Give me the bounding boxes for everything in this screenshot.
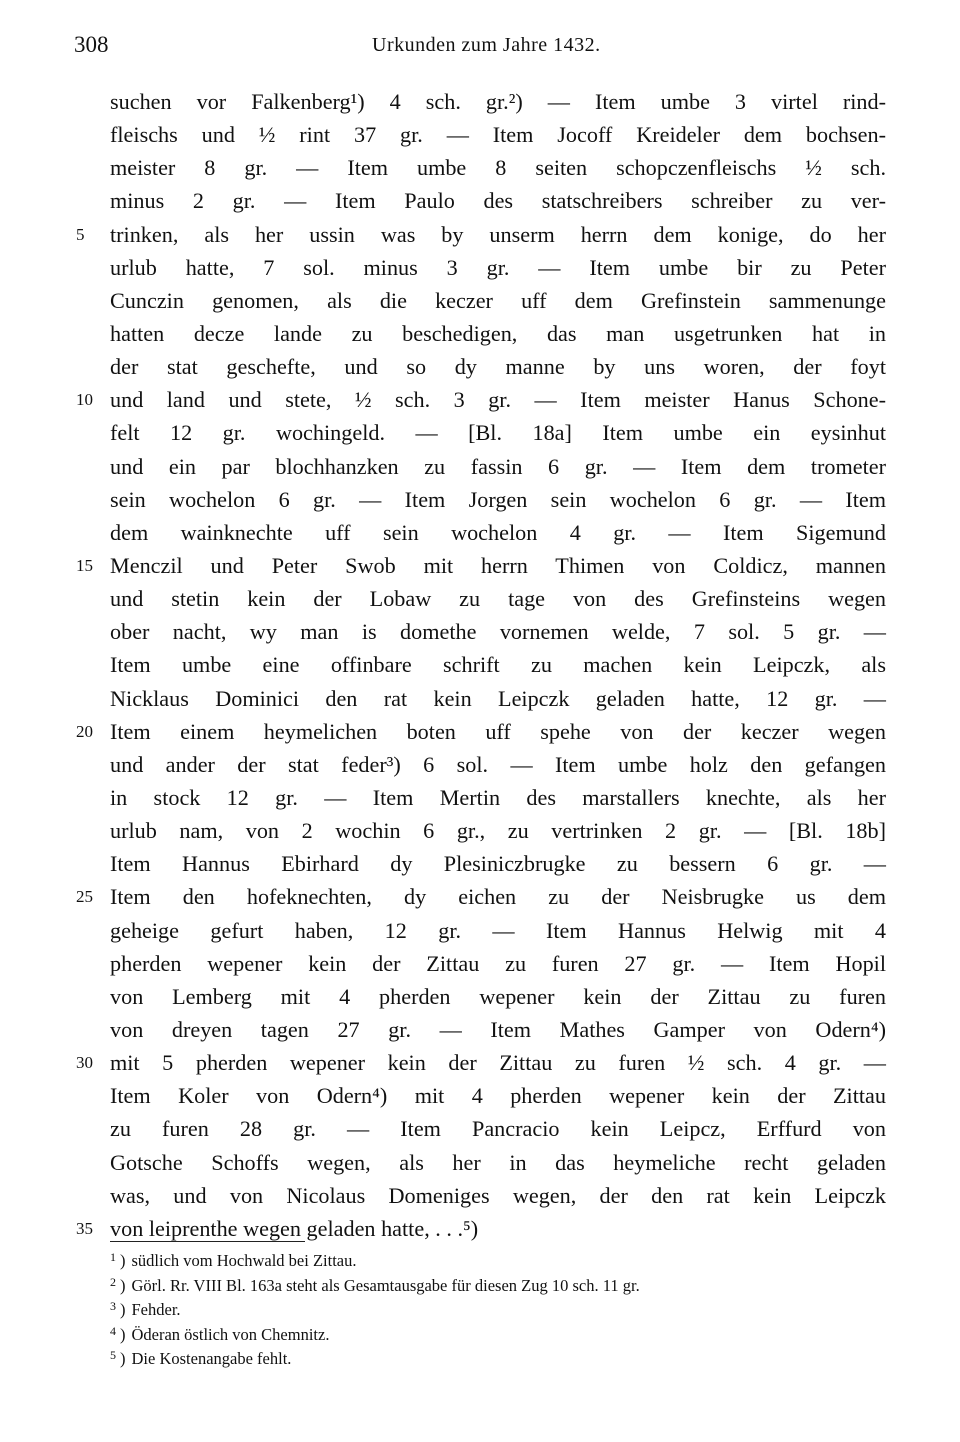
- line-text: und ein par blochhanzken zu fassin 6 gr. — Item dem trometer: [110, 453, 886, 479]
- text-line: [110, 483, 886, 516]
- text-line: [110, 350, 886, 383]
- line-text: Nicklaus Dominici den rat kein Leipczk geladen hatte, 12 gr. —: [110, 685, 886, 711]
- line-number: 25: [76, 887, 93, 907]
- text-line: [110, 284, 886, 317]
- footnote: [110, 1319, 886, 1344]
- line-text: pherden wepener kein der Zittau zu furen 27 gr. — Item Hopil: [110, 950, 886, 976]
- line-text: von leiprenthe wegen geladen hatte, . . .⁵): [110, 1215, 479, 1241]
- text-line: [76, 880, 886, 913]
- line-number: 5: [76, 224, 85, 244]
- line-number: 10: [76, 390, 93, 410]
- footnote-mark: 5: [110, 1348, 116, 1362]
- footnotes: [110, 1245, 886, 1368]
- line-text: Item Koler von Odern⁴) mit 4 pherden wepener kein der Zittau: [110, 1083, 886, 1109]
- text-line: [110, 980, 886, 1013]
- line-text: urlub hatte, 7 sol. minus 3 gr. — Item umbe bir zu Peter: [110, 254, 886, 280]
- text-line: [110, 1013, 886, 1046]
- footnote: [110, 1343, 886, 1368]
- footnote-paren: ): [120, 1349, 126, 1368]
- line-text: in stock 12 gr. — Item Mertin des marstallers knechte, als her: [110, 784, 886, 810]
- text-line: [76, 383, 886, 416]
- text-line: [76, 715, 886, 748]
- text-line: [76, 218, 886, 251]
- text-line: [110, 1179, 886, 1212]
- text-line: [110, 118, 886, 151]
- line-text: Item umbe eine offinbare schrift zu machen kein Leipczk, als: [110, 652, 886, 678]
- line-text: von dreyen tagen 27 gr. — Item Mathes Gamper von Odern⁴): [110, 1016, 886, 1042]
- body-text: [76, 85, 886, 1245]
- line-number: 35: [76, 1218, 93, 1238]
- line-text: dem wainknechte uff sein wochelon 4 gr. — Item Sigemund: [110, 519, 886, 545]
- footnote-paren: ): [120, 1251, 126, 1270]
- line-text: minus 2 gr. — Item Paulo des statschreibers schreiber zu ver-: [110, 188, 886, 214]
- text-line: [76, 1046, 886, 1079]
- footnote-text: Fehder.: [131, 1300, 181, 1319]
- text-line: [110, 847, 886, 880]
- text-line: [110, 914, 886, 947]
- line-text: und ander der stat feder³) 6 sol. — Item umbe holz den gefangen: [110, 751, 886, 777]
- text-line: [110, 85, 886, 118]
- line-number: 15: [76, 555, 93, 575]
- footnote-text: südlich vom Hochwald bei Zittau.: [131, 1251, 357, 1270]
- line-text: und stetin kein der Lobaw zu tage von des Grefinsteins wegen: [110, 586, 886, 612]
- footnote-paren: ): [120, 1300, 126, 1319]
- footnote: [110, 1270, 886, 1295]
- footnote-text: Görl. Rr. VIII Bl. 163a steht als Gesamtausgabe für diesen Zug 10 sch. 11 gr.: [131, 1275, 640, 1295]
- line-text: urlub nam, von 2 wochin 6 gr., zu vertrinken 2 gr. — [Bl. 18b]: [110, 818, 886, 844]
- text-line: [110, 682, 886, 715]
- line-text: zu furen 28 gr. — Item Pancracio kein Leipcz, Erffurd von: [110, 1116, 886, 1142]
- line-text: trinken, als her ussin was by unserm herrn dem konige, do her: [110, 221, 886, 247]
- line-text: geheige gefurt haben, 12 gr. — Item Hannus Helwig mit 4: [110, 917, 886, 943]
- line-text: Item einem heymelichen boten uff spehe von der keczer wegen: [110, 718, 886, 744]
- text-line: [76, 549, 886, 582]
- text-line: [110, 615, 886, 648]
- line-text: Menczil und Peter Swob mit herrn Thimen von Coldicz, mannen: [110, 552, 886, 578]
- footnote: [110, 1294, 886, 1319]
- line-text: der stat geschefte, und so dy manne by uns woren, der foyt: [110, 354, 886, 380]
- footnote-rule: [110, 1241, 305, 1242]
- text-line: [110, 317, 886, 350]
- text-line: [110, 516, 886, 549]
- text-line: [110, 416, 886, 449]
- running-head: Urkunden zum Jahre 1432.: [372, 34, 601, 56]
- text-line: [110, 450, 886, 483]
- page-number: 308: [74, 32, 109, 57]
- footnote-mark: 1: [110, 1250, 116, 1264]
- text-line: [110, 1112, 886, 1145]
- line-text: Item Hannus Ebirhard dy Plesiniczbrugke zu bessern 6 gr. —: [110, 851, 886, 877]
- line-text: mit 5 pherden wepener kein der Zittau zu furen ½ sch. 4 gr. —: [110, 1050, 886, 1076]
- line-text: suchen vor Falkenberg¹) 4 sch. gr.²) — Item umbe 3 virtel rind-: [110, 89, 886, 114]
- line-text: Item den hofeknechten, dy eichen zu der Neisbrugke us dem: [110, 884, 886, 910]
- text-line: [110, 251, 886, 284]
- line-text: was, und von Nicolaus Domeniges wegen, der den rat kein Leipczk: [110, 1182, 886, 1208]
- footnote: [110, 1245, 886, 1270]
- line-text: sein wochelon 6 gr. — Item Jorgen sein wochelon 6 gr. — Item: [110, 486, 886, 512]
- text-line: [110, 184, 886, 217]
- text-line: [110, 1146, 886, 1179]
- footnote-paren: ): [120, 1324, 126, 1344]
- text-line: [76, 1212, 886, 1245]
- line-text: und land und stete, ½ sch. 3 gr. — Item meister Hanus Schone-: [110, 387, 886, 413]
- line-text: Cunczin genomen, als die keczer uff dem Grefinstein sammenunge: [110, 287, 886, 313]
- text-line: [110, 781, 886, 814]
- text-line: [110, 582, 886, 615]
- footnote-text: Öderan östlich von Chemnitz.: [131, 1324, 330, 1344]
- line-text: ober nacht, wy man is domethe vornemen welde, 7 sol. 5 gr. —: [110, 619, 886, 645]
- line-text: von Lemberg mit 4 pherden wepener kein der Zittau zu furen: [110, 983, 886, 1009]
- footnote-paren: ): [120, 1275, 126, 1295]
- text-line: [110, 748, 886, 781]
- line-text: meister 8 gr. — Item umbe 8 seiten schopczenfleischs ½ sch.: [110, 155, 886, 181]
- text-line: [110, 648, 886, 681]
- text-line: [110, 814, 886, 847]
- text-line: [110, 151, 886, 184]
- text-line: [110, 947, 886, 980]
- line-number: 20: [76, 721, 93, 741]
- footnote-mark: 4: [110, 1323, 116, 1338]
- line-number: 30: [76, 1053, 93, 1073]
- text-line: [110, 1079, 886, 1112]
- line-text: fleischs und ½ rint 37 gr. — Item Jocoff Kreideler dem bochsen-: [110, 122, 886, 148]
- line-text: felt 12 gr. wochingeld. — [Bl. 18a] Item umbe ein eysinhut: [110, 420, 886, 446]
- line-text: Gotsche Schoffs wegen, als her in das heymeliche recht geladen: [110, 1149, 886, 1175]
- footnote-mark: 3: [110, 1299, 116, 1313]
- footnote-mark: 2: [110, 1274, 116, 1289]
- footnote-text: Die Kostenangabe fehlt.: [131, 1349, 292, 1368]
- line-text: hatten decze lande zu beschedigen, das man usgetrunken hat in: [110, 320, 886, 346]
